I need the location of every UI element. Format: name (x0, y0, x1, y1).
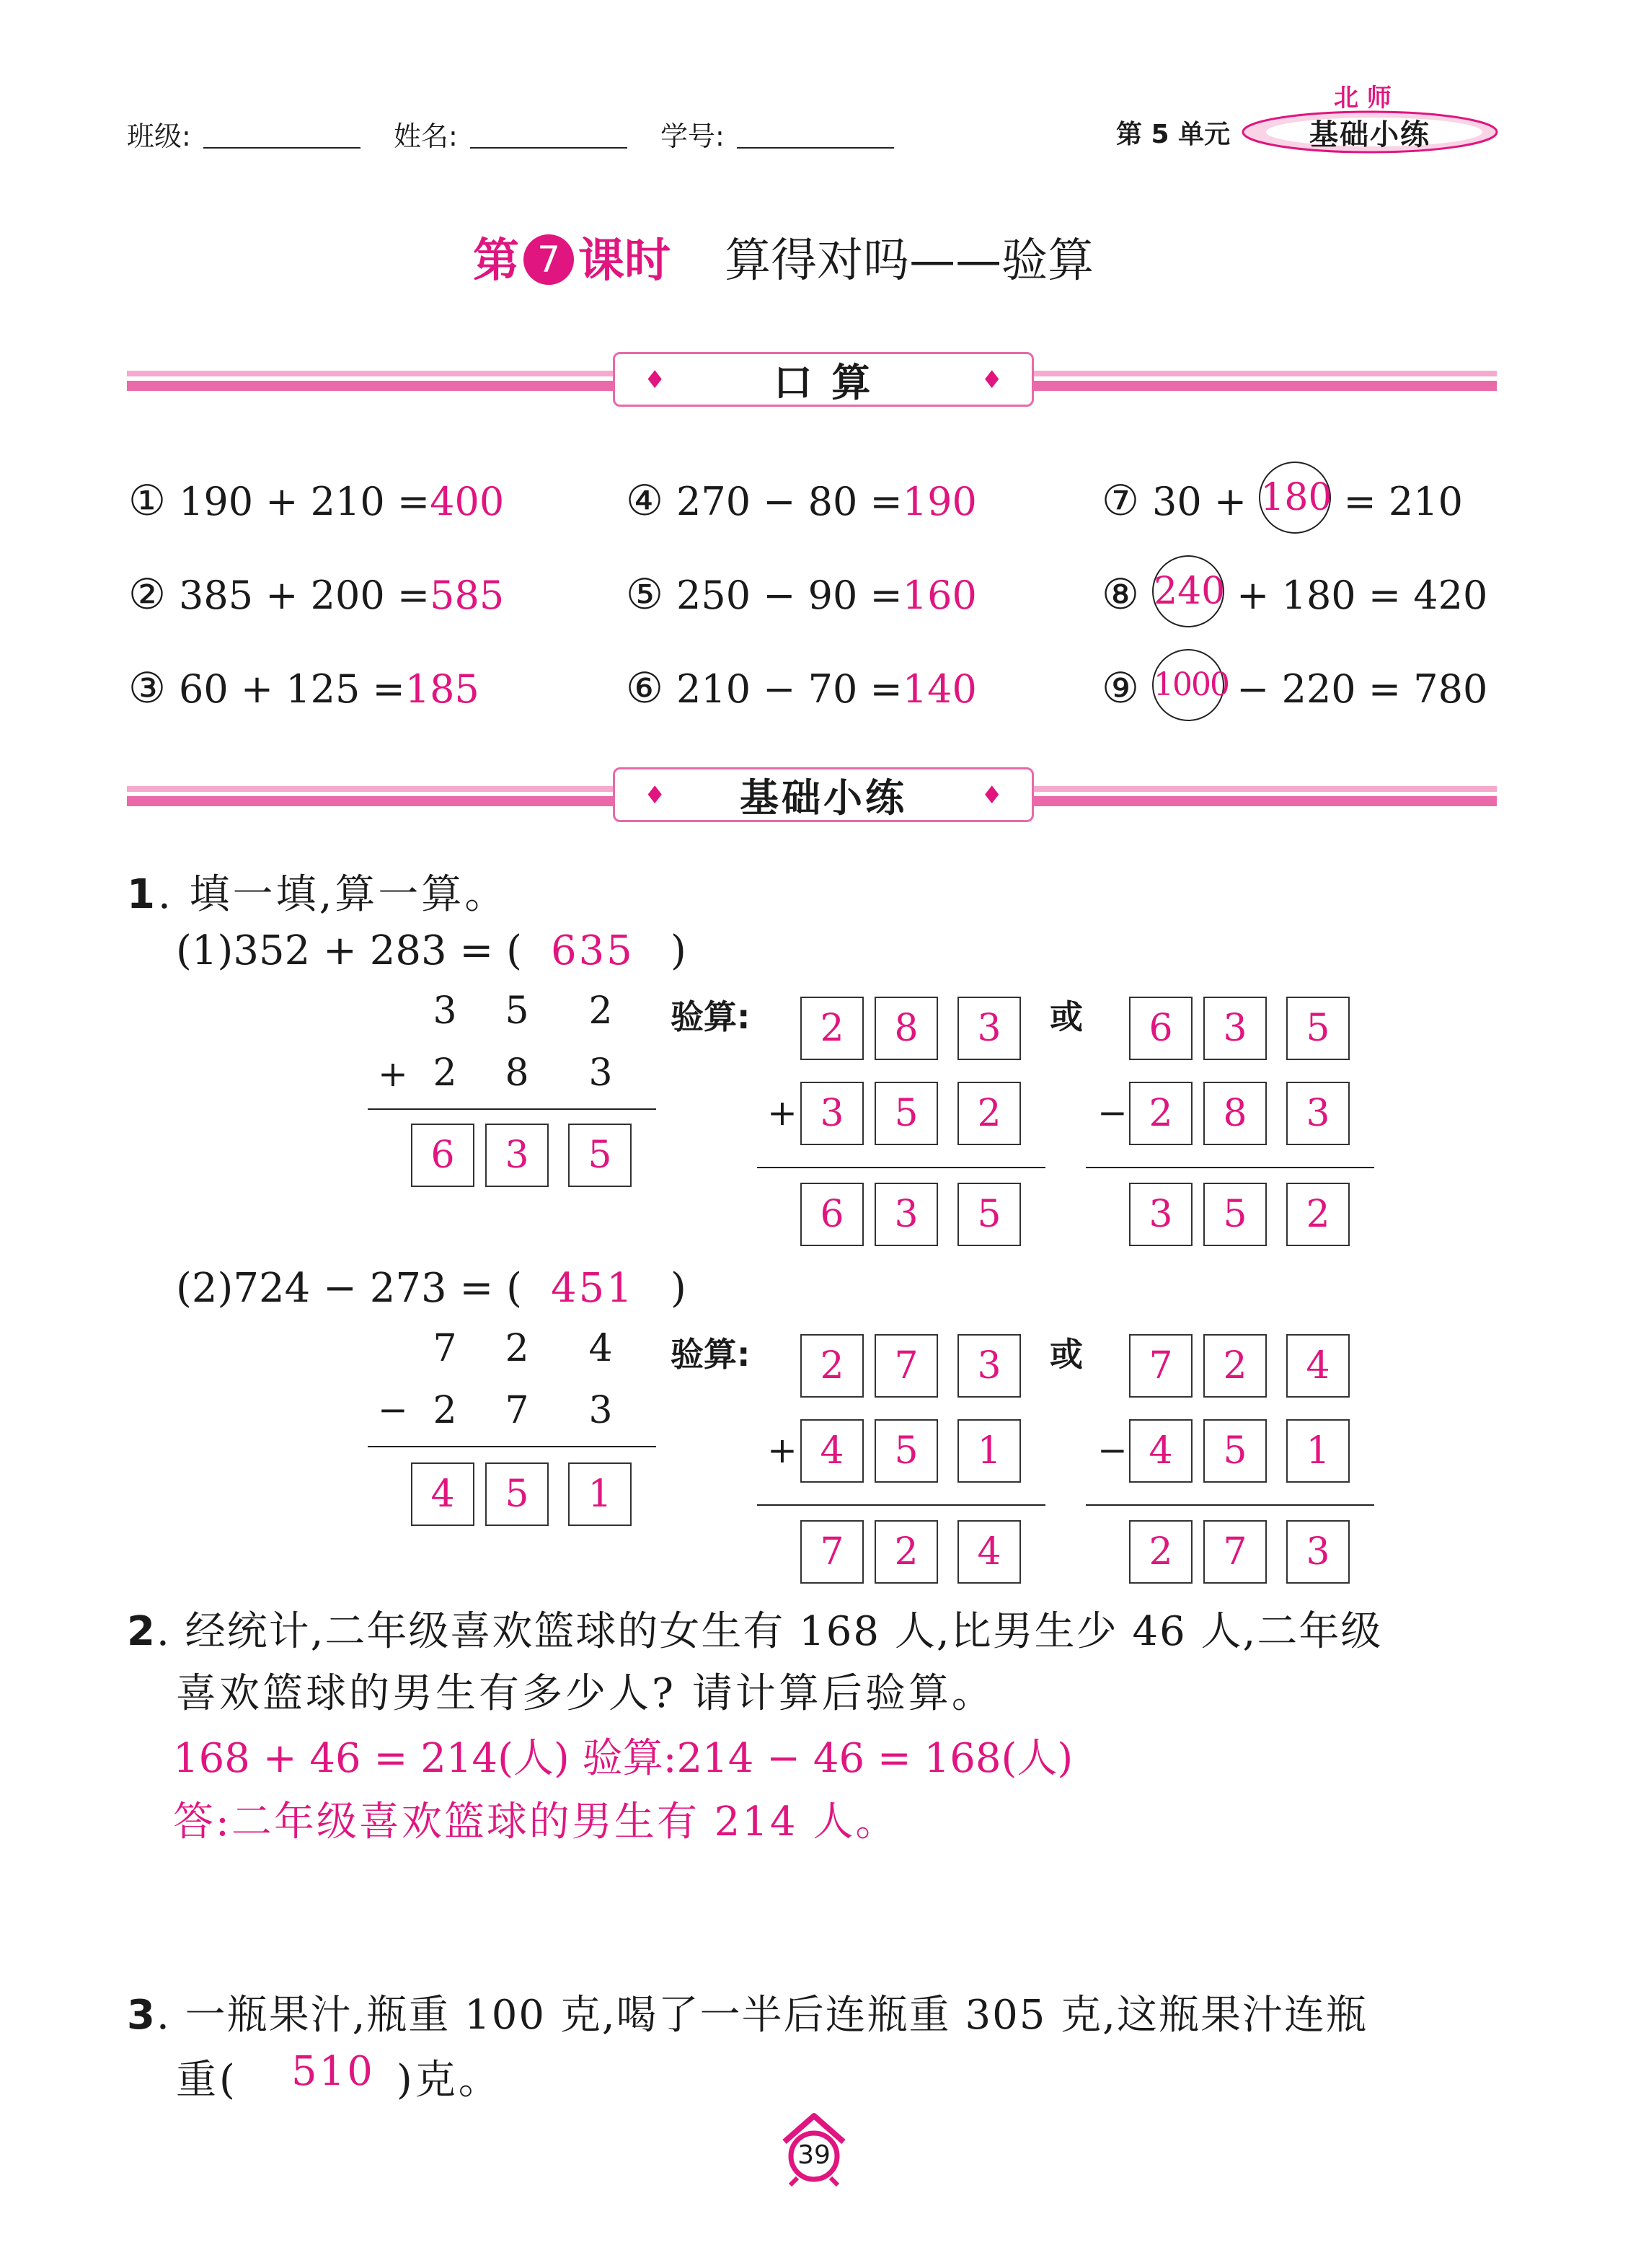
digit: 7 (433, 1327, 457, 1370)
answer-box[interactable]: 3 (1129, 1183, 1193, 1246)
answer-box[interactable]: 6 (800, 1183, 864, 1246)
answer-box[interactable]: 2 (957, 1082, 1021, 1145)
digit: 7 (505, 1389, 529, 1432)
page-number: 39 (797, 2140, 831, 2170)
answer-box[interactable]: 2 (1286, 1183, 1350, 1246)
diamond-icon: ♦ (981, 366, 1003, 394)
question-2: 2. 经统计,二年级喜欢篮球的女生有 168 人,比男生少 46 人,二年级 (127, 1608, 1383, 1655)
answer-box[interactable]: 5 (1203, 1183, 1267, 1246)
answer-box[interactable]: 2 (1129, 1520, 1193, 1584)
answer-box[interactable]: 2 (1129, 1082, 1193, 1145)
oral-item: ⑨ 1000 − 220 = 780 (1102, 663, 1487, 721)
answer-box[interactable]: 3 (1286, 1520, 1350, 1584)
page-number-badge (771, 2109, 857, 2188)
diamond-icon: ♦ (981, 781, 1003, 810)
oral-item: ① 190 + 210 =400 (128, 476, 505, 525)
operator-sign: − (1097, 1429, 1128, 1471)
class-field[interactable] (203, 114, 360, 149)
or-label: 或 (1050, 997, 1083, 1036)
id-field[interactable] (737, 114, 894, 149)
answer-box[interactable]: 5 (1203, 1419, 1267, 1483)
operator-sign: + (767, 1429, 797, 1471)
q1-part2-expr: (2)724 − 273 = ( (176, 1265, 522, 1312)
digit: 8 (505, 1051, 529, 1095)
lesson-prefix: 第 (473, 234, 519, 288)
answer-box[interactable]: 4 (411, 1462, 474, 1526)
answer-box[interactable]: 7 (875, 1334, 938, 1398)
verify-label: 验算: (671, 997, 751, 1036)
operator-sign: − (378, 1389, 408, 1431)
q1-part1-expr: (1)352 + 283 = ( (176, 927, 522, 974)
sum-line (368, 1108, 656, 1110)
q2-answer-sentence: 答:二年级喜欢篮球的男生有 214 人。 (173, 1799, 898, 1845)
basic-section-heading: ♦ 基础小练 ♦ (613, 767, 1034, 822)
answer-box[interactable]: 3 (957, 1334, 1021, 1398)
q1-part1-answer: 635 (551, 927, 634, 974)
operator-sign: + (378, 1053, 408, 1095)
answer-box[interactable]: 6 (411, 1124, 474, 1187)
oral-item: ⑧ 240 + 180 = 420 (1102, 570, 1487, 627)
answer-box[interactable]: 4 (800, 1419, 864, 1483)
id-label: 学号: (660, 120, 725, 152)
digit: 3 (433, 989, 457, 1033)
answer-box[interactable]: 5 (875, 1419, 938, 1483)
lesson-number-badge: 7 (523, 234, 574, 285)
answer-box[interactable]: 1 (568, 1462, 632, 1526)
question-2-line2: 喜欢篮球的男生有多少人? 请计算后验算。 (176, 1670, 995, 1717)
answer-box[interactable]: 3 (485, 1124, 549, 1187)
question-3: 3. 一瓶果汁,瓶重 100 克,喝了一半后连瓶重 305 克,这瓶果汁连瓶 (127, 1992, 1368, 2039)
oral-section-heading: ♦ 口 算 ♦ (613, 352, 1034, 407)
answer-circle: 180 (1259, 462, 1331, 534)
answer-box[interactable]: 4 (957, 1520, 1021, 1584)
answer-box[interactable]: 3 (875, 1183, 938, 1246)
verify-label: 验算: (671, 1335, 751, 1374)
answer-box[interactable]: 7 (800, 1520, 864, 1584)
digit: 2 (433, 1051, 457, 1095)
sum-line (368, 1446, 656, 1447)
question-1: 1. 填一填,算一算。 (127, 871, 508, 918)
answer-box[interactable]: 7 (1129, 1334, 1193, 1398)
answer-circle: 1000 (1152, 649, 1224, 721)
answer-box[interactable]: 5 (957, 1183, 1021, 1246)
answer-circle: 240 (1152, 555, 1224, 627)
digit: 2 (433, 1389, 457, 1432)
oral-item: ⑦ 30 + 180 = 210 (1102, 476, 1463, 534)
digit: 5 (505, 989, 529, 1033)
oral-answer: 185 (404, 666, 479, 712)
digit: 3 (588, 1389, 613, 1432)
question-3-line2: 重( )克。 (176, 2057, 502, 2104)
q3-answer: 510 (291, 2048, 375, 2095)
lesson-title (473, 224, 1094, 290)
sum-line (757, 1167, 1045, 1168)
oral-answer: 400 (430, 479, 505, 524)
name-label: 姓名: (394, 120, 458, 152)
close-paren: ) (671, 1265, 689, 1312)
answer-box[interactable]: 7 (1203, 1520, 1267, 1584)
unit-label: 第 5 单元 (1116, 120, 1231, 149)
oral-item: ③ 60 + 125 =185 (128, 663, 479, 712)
oral-item: ⑥ 210 − 70 =140 (626, 663, 977, 712)
name-field[interactable] (470, 114, 627, 149)
class-label: 班级: (127, 120, 191, 152)
close-paren: ) (671, 927, 689, 974)
oral-item: ④ 270 − 80 =190 (626, 476, 977, 525)
digit: 3 (588, 1051, 613, 1095)
sum-line (757, 1504, 1045, 1506)
answer-box[interactable]: 3 (1286, 1082, 1350, 1145)
answer-box[interactable]: 5 (1286, 997, 1350, 1060)
diamond-icon: ♦ (644, 781, 666, 810)
sum-line (1086, 1504, 1374, 1506)
answer-box[interactable]: 2 (1203, 1334, 1267, 1398)
brand-top: 北 师 (1334, 84, 1392, 112)
or-label: 或 (1050, 1335, 1083, 1374)
answer-box[interactable]: 4 (1286, 1334, 1350, 1398)
answer-box[interactable]: 8 (875, 997, 938, 1060)
operator-sign: − (1097, 1092, 1128, 1134)
answer-box[interactable]: 3 (957, 997, 1021, 1060)
oral-answer: 160 (902, 573, 977, 618)
operator-sign: + (767, 1092, 797, 1134)
answer-box[interactable]: 8 (1203, 1082, 1267, 1145)
sum-line (1086, 1167, 1374, 1168)
diamond-icon: ♦ (644, 366, 666, 394)
q2-answer-calc: 168 + 46 = 214(人) 验算:214 − 46 = 168(人) (173, 1735, 1074, 1782)
oral-answer: 585 (430, 573, 505, 618)
lesson-topic: 算得对吗——验算 (725, 234, 1094, 288)
oral-answer: 140 (902, 666, 977, 712)
answer-box[interactable]: 6 (1129, 997, 1193, 1060)
answer-box[interactable]: 2 (875, 1520, 938, 1584)
brand-main: 基础小练 (1309, 118, 1430, 151)
digit: 2 (505, 1327, 529, 1370)
answer-box[interactable]: 1 (957, 1419, 1021, 1483)
oral-item: ⑤ 250 − 90 =160 (626, 570, 977, 619)
answer-box[interactable]: 5 (568, 1124, 632, 1187)
oral-item: ② 385 + 200 =585 (128, 570, 505, 619)
answer-box[interactable]: 2 (800, 1334, 864, 1398)
answer-box[interactable]: 4 (1129, 1419, 1193, 1483)
answer-box[interactable]: 1 (1286, 1419, 1350, 1483)
answer-box[interactable]: 3 (800, 1082, 864, 1145)
digit: 2 (588, 989, 613, 1033)
digit: 4 (588, 1327, 613, 1370)
answer-box[interactable]: 3 (1203, 997, 1267, 1060)
answer-box[interactable]: 5 (875, 1082, 938, 1145)
lesson-suffix: 课时 (578, 234, 671, 288)
oral-answer: 190 (902, 479, 977, 524)
answer-box[interactable]: 5 (485, 1462, 549, 1526)
answer-box[interactable]: 2 (800, 997, 864, 1060)
q1-part2-answer: 451 (551, 1265, 634, 1312)
